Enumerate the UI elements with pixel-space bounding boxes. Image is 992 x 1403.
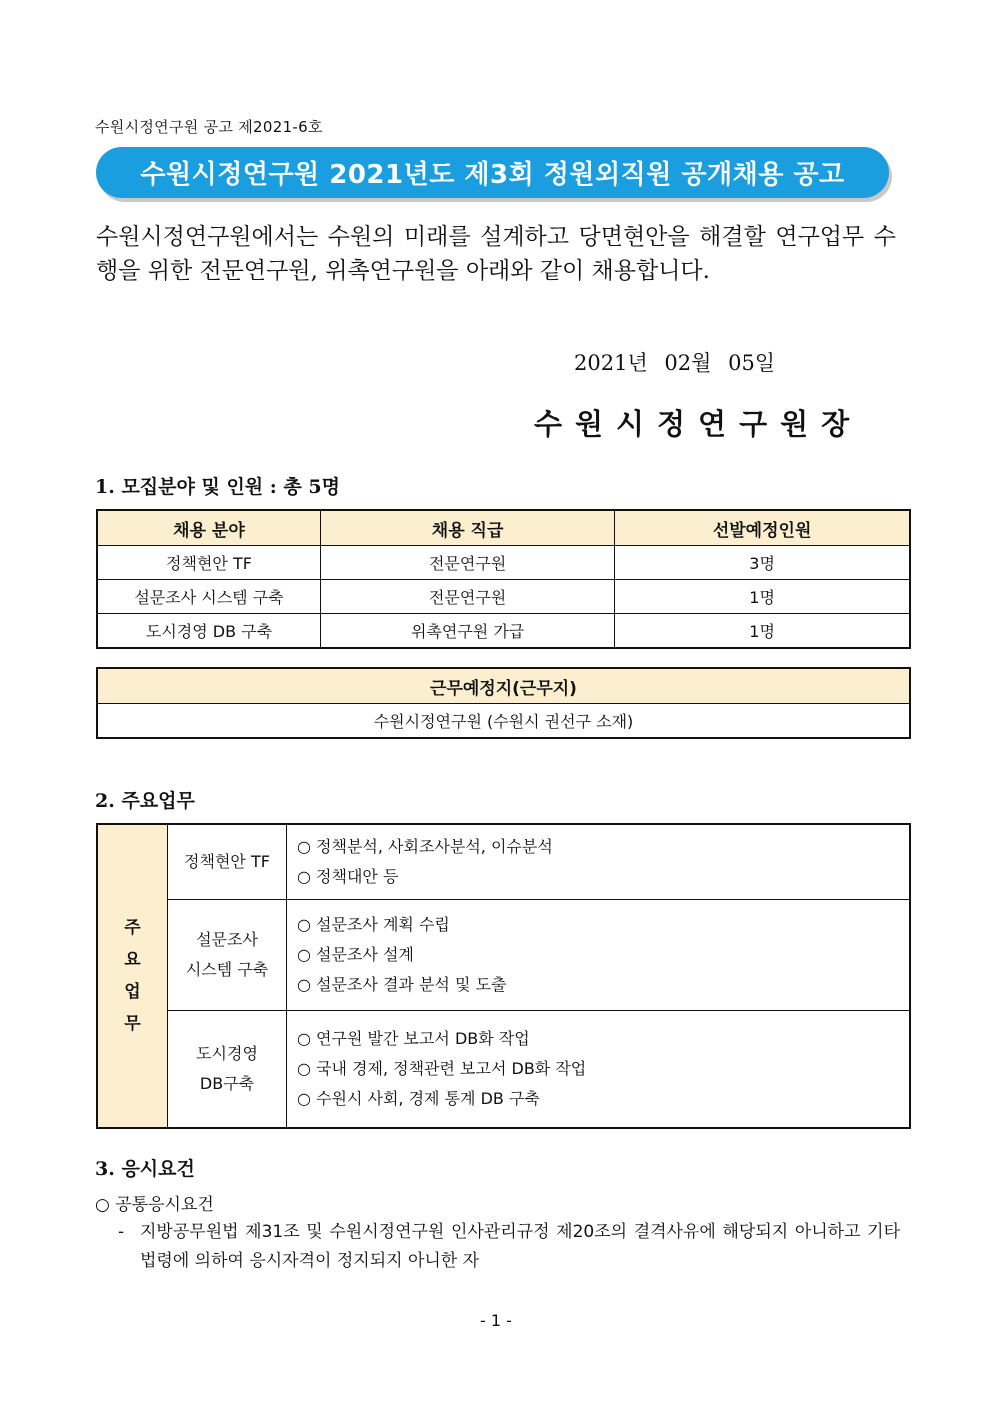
- table-cell: 1명: [615, 614, 910, 649]
- duty-tasks: [287, 824, 911, 900]
- table-cell: 전문연구원: [320, 580, 614, 614]
- duties-side-label: 주 요 업 무: [97, 824, 168, 1128]
- table-cell: 1명: [615, 580, 910, 614]
- task-item: ○ 설문조사 결과 분석 및 도출: [297, 975, 507, 994]
- workplace-table: [96, 667, 911, 739]
- table-row: [97, 900, 910, 1011]
- table-row: [97, 546, 910, 580]
- column-header: 선발예정인원: [615, 510, 910, 546]
- dash-bullet: -: [118, 1222, 125, 1242]
- table-row: [97, 824, 910, 900]
- document-title: 수원시정연구원 2021년도 제3회 정원외직원 공개채용 공고: [96, 147, 889, 198]
- duty-tasks: [287, 900, 911, 1011]
- section2-heading: 2. 주요업무: [95, 790, 195, 812]
- page-number: - 1 -: [480, 1311, 512, 1330]
- duty-area: 도시경영 DB구축: [168, 1011, 287, 1129]
- task-item: ○ 연구원 발간 보고서 DB화 작업: [297, 1029, 530, 1048]
- duty-area: 설문조사 시스템 구축: [168, 900, 287, 1011]
- requirement-item: ○ 공통응시요건: [95, 1195, 214, 1215]
- requirement-text: 지방공무원법 제31조 및 수원시정연구원 인사관리규정 제20조의 결격사유에 해당되지 아니하고 기타 법령에 의하여 응시자격이 정지되지 아니한 자: [140, 1222, 900, 1271]
- intro-paragraph: 수원시정연구원에서는 수원의 미래를 설계하고 당면현안을 해결할 연구업무 수행을 위한 전문연구원, 위촉연구원을 아래와 같이 채용합니다.: [96, 224, 896, 284]
- announcement-date: 2021년 02월 05일: [574, 351, 776, 375]
- table-row: [97, 580, 910, 614]
- workplace-header: 근무예정지(근무지): [97, 668, 910, 704]
- requirement-detail: [118, 1218, 900, 1276]
- section3-heading: 3. 응시요건: [95, 1158, 195, 1180]
- recruitment-table: [96, 509, 911, 649]
- table-cell: 전문연구원: [320, 546, 614, 580]
- duties-table: [96, 823, 911, 1129]
- task-item: ○ 정책분석, 사회조사분석, 이슈분석: [297, 837, 553, 856]
- table-cell: 위촉연구원 가급: [320, 614, 614, 649]
- table-row: [97, 1011, 910, 1129]
- task-item: ○ 수원시 사회, 경제 통계 DB 구축: [297, 1089, 540, 1108]
- task-item: ○ 설문조사 계획 수립: [297, 915, 450, 934]
- notice-number: 수원시정연구원 공고 제2021-6호: [95, 118, 323, 136]
- table-cell: 정책현안 TF: [97, 546, 320, 580]
- table-cell: 도시경영 DB 구축: [97, 614, 320, 649]
- task-item: ○ 정책대안 등: [297, 867, 399, 886]
- duty-area: 정책현안 TF: [168, 824, 287, 900]
- column-header: 채용 직급: [320, 510, 614, 546]
- task-item: ○ 설문조사 설계: [297, 945, 414, 964]
- table-header-row: [97, 510, 910, 546]
- table-cell: 3명: [615, 546, 910, 580]
- table-cell: 설문조사 시스템 구축: [97, 580, 320, 614]
- duty-tasks: [287, 1011, 911, 1129]
- issuer-signature: 수원시정연구원장: [534, 407, 863, 441]
- section1-heading: 1. 모집분야 및 인원 : 총 5명: [95, 476, 340, 498]
- task-item: ○ 국내 경제, 정책관련 보고서 DB화 작업: [297, 1059, 587, 1078]
- workplace-value: 수원시정연구원 (수원시 권선구 소재): [97, 704, 910, 739]
- column-header: 채용 분야: [97, 510, 320, 546]
- table-row: [97, 614, 910, 649]
